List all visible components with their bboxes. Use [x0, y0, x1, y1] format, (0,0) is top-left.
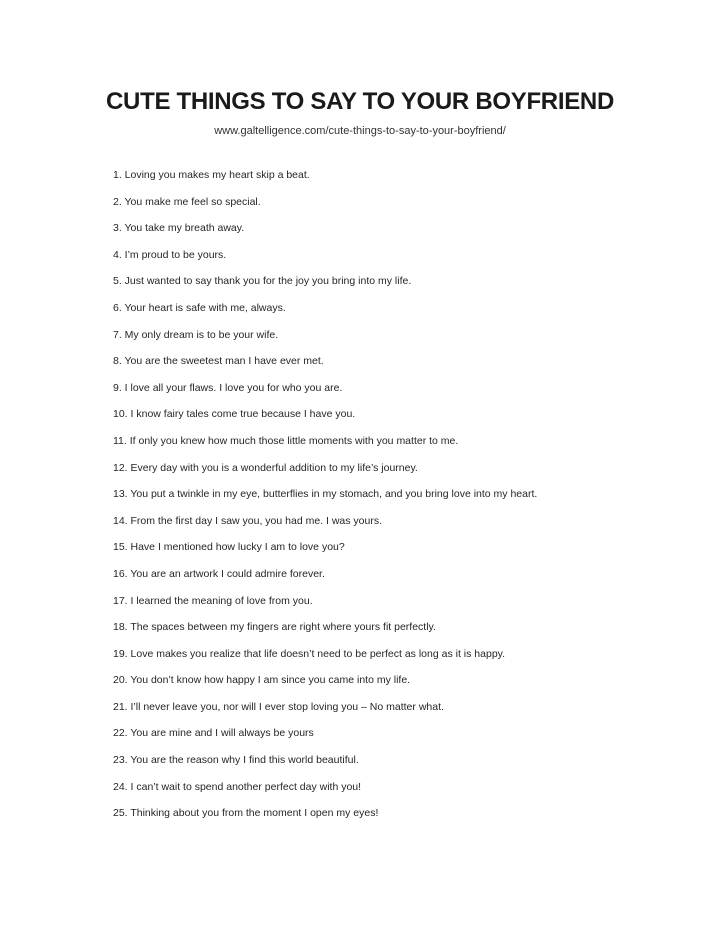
list-item: 20. You don’t know how happy I am since you came into my life. [113, 674, 411, 687]
list-item: 9. I love all your flaws. I love you for who you are. [113, 381, 343, 394]
list-item: 15. Have I mentioned how lucky I am to love you? [113, 541, 345, 554]
list-item: 11. If only you knew how much those little moments with you matter to me. [113, 434, 459, 447]
list-item: 7. My only dream is to be your wife. [113, 328, 279, 341]
list-item: 12. Every day with you is a wonderful addition to my life’s journey. [113, 461, 418, 474]
page-title: CUTE THINGS TO SAY TO YOUR BOYFRIEND [106, 88, 614, 115]
list-item: 21. I’ll never leave you, nor will I ever stop loving you – No matter what. [113, 700, 444, 713]
list-item: 4. I’m proud to be yours. [113, 248, 227, 261]
list-item: 2. You make me feel so special. [113, 195, 261, 208]
list-item: 13. You put a twinkle in my eye, butterflies in my stomach, and you bring love into my heart. [113, 488, 538, 501]
list-item: 8. You are the sweetest man I have ever met. [113, 355, 324, 368]
quote-list [113, 168, 537, 833]
list-item: 25. Thinking about you from the moment I open my eyes! [113, 807, 379, 820]
source-url: www.galtelligence.com/cute-things-to-say-to-your-boyfriend/ [214, 125, 506, 137]
list-item: 17. I learned the meaning of love from you. [113, 594, 313, 607]
list-item: 1. Loving you makes my heart skip a beat. [113, 169, 310, 181]
list-item: 19. Love makes you realize that life doesn’t need to be perfect as long as it is happy. [113, 647, 506, 660]
list-item: 23. You are the reason why I find this world beautiful. [113, 754, 359, 767]
list-item: 5. Just wanted to say thank you for the joy you bring into my life. [113, 275, 412, 288]
list-item: 22. You are mine and I will always be yours [113, 727, 314, 740]
list-item: 16. You are an artwork I could admire forever. [113, 567, 325, 580]
list-item: 18. The spaces between my fingers are right where yours fit perfectly. [113, 621, 436, 634]
list-item: 3. You take my breath away. [113, 222, 245, 235]
list-item: 10. I know fairy tales come true because I have you. [113, 408, 356, 421]
list-item: 14. From the first day I saw you, you had me. I was yours. [113, 514, 383, 527]
list-item: 24. I can’t wait to spend another perfect day with you! [113, 780, 362, 793]
list-item: 6. Your heart is safe with me, always. [113, 301, 286, 314]
